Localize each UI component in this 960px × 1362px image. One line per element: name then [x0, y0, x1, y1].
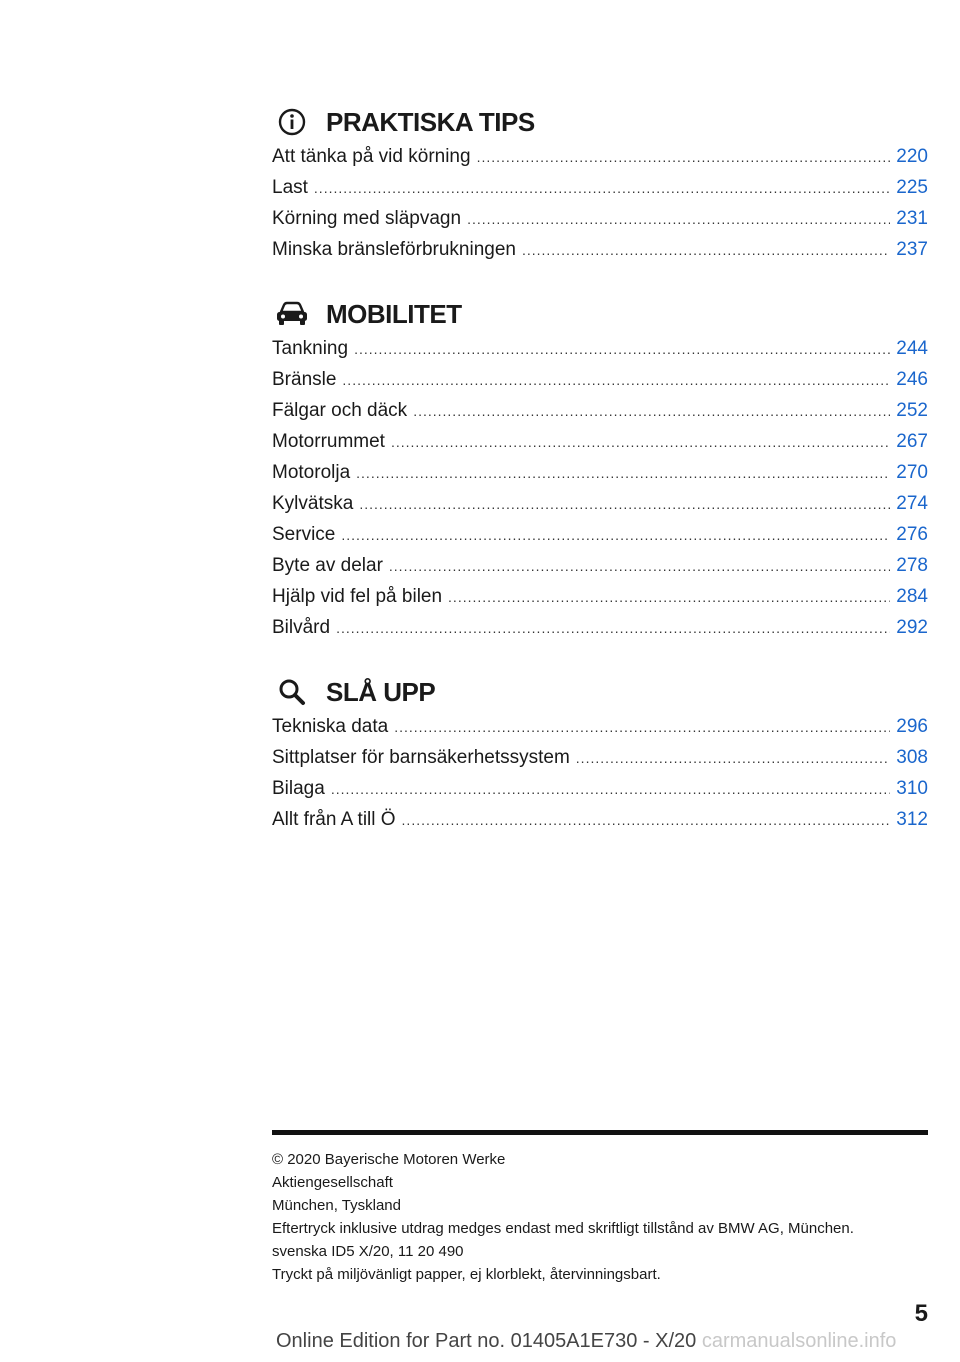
toc-entry[interactable]: [272, 617, 928, 648]
imprint: [272, 1148, 928, 1286]
toc-leader-dots: [314, 180, 890, 196]
imprint-line: Aktiengesellschaft: [272, 1174, 393, 1191]
section-title: PRAKTISKA TIPS: [326, 106, 535, 137]
toc-entry-label: Bilvård: [272, 617, 331, 638]
online-edition-footer: [276, 1330, 896, 1353]
toc-entry[interactable]: [272, 369, 928, 400]
toc-page-link[interactable]: 274: [896, 493, 928, 514]
section-title: SLÅ UPP: [326, 676, 436, 707]
toc-leader-dots: [354, 341, 890, 357]
toc-page-link[interactable]: 308: [896, 747, 928, 768]
toc-page-link[interactable]: 296: [896, 716, 928, 737]
table-of-contents: [272, 100, 928, 862]
toc-page-link[interactable]: 276: [896, 524, 928, 545]
watermark: carmanualsonline.info: [701, 1330, 897, 1352]
toc-page-link[interactable]: 310: [896, 778, 928, 799]
toc-page-link[interactable]: 244: [896, 338, 928, 359]
toc-entry-label: Motorrummet: [272, 431, 385, 452]
toc-entry-label: Hjälp vid fel på bilen: [272, 586, 443, 607]
section-sla-upp: [272, 670, 928, 840]
toc-page-link[interactable]: 231: [896, 208, 928, 229]
toc-entry-label: Byte av delar: [272, 555, 383, 576]
toc-leader-dots: [356, 465, 890, 481]
toc-leader-dots: [448, 589, 890, 605]
toc-leader-dots: [391, 434, 890, 450]
toc-leader-dots: [389, 558, 890, 574]
imprint-line: Eftertryck inklusive utdrag medges endast med skriftligt tillstånd av BMW AG, München.: [272, 1220, 854, 1237]
toc-entry[interactable]: [272, 208, 928, 239]
section-mobilitet: [272, 292, 928, 648]
toc-entry-label: Bränsle: [272, 369, 337, 390]
toc-entry[interactable]: [272, 493, 928, 524]
toc-leader-dots: [394, 719, 890, 735]
toc-entry[interactable]: [272, 146, 928, 177]
footer-divider: [272, 1130, 928, 1135]
section-header: [272, 292, 928, 336]
toc-page-link[interactable]: 237: [896, 239, 928, 260]
toc-leader-dots: [342, 372, 890, 388]
toc-entry-label: Sittplatser för barnsäkerhetssystem: [272, 747, 570, 768]
toc-entry-label: Att tänka på vid körning: [272, 146, 471, 167]
toc-leader-dots: [477, 149, 891, 165]
toc-leader-dots: [359, 496, 890, 512]
toc-page-link[interactable]: 278: [896, 555, 928, 576]
toc-entry[interactable]: [272, 555, 928, 586]
toc-page-link[interactable]: 225: [896, 177, 928, 198]
section-header: [272, 670, 928, 714]
section-title: MOBILITET: [326, 298, 462, 329]
imprint-line: © 2020 Bayerische Motoren Werke: [272, 1151, 506, 1168]
toc-entry[interactable]: [272, 400, 928, 431]
toc-entry-label: Last: [272, 177, 308, 198]
imprint-line: svenska ID5 X/20, 11 20 490: [272, 1243, 464, 1260]
toc-entry[interactable]: [272, 747, 928, 778]
section-praktiska-tips: [272, 100, 928, 270]
toc-entry-label: Tekniska data: [272, 716, 389, 737]
section-header: [272, 100, 928, 144]
toc-entry-label: Kylvätska: [272, 493, 354, 514]
toc-leader-dots: [331, 781, 890, 797]
toc-entry[interactable]: [272, 809, 928, 840]
imprint-line: München, Tyskland: [272, 1197, 401, 1214]
toc-entry-label: Motorolja: [272, 462, 351, 483]
search-icon: [272, 672, 312, 712]
toc-entry-label: Minska bränsleförbrukningen: [272, 239, 516, 260]
info-icon: [272, 102, 312, 142]
online-edition-text: Online Edition for Part no. 01405A1E730 - X/20: [276, 1330, 697, 1352]
toc-entry-label: Service: [272, 524, 336, 545]
toc-entry[interactable]: [272, 431, 928, 462]
toc-entry[interactable]: [272, 716, 928, 747]
toc-leader-dots: [336, 620, 890, 636]
toc-page-link[interactable]: 292: [896, 617, 928, 638]
toc-entry-label: Bilaga: [272, 778, 325, 799]
toc-entry[interactable]: [272, 177, 928, 208]
toc-entry[interactable]: [272, 524, 928, 555]
toc-leader-dots: [576, 750, 891, 766]
toc-entry[interactable]: [272, 239, 928, 270]
toc-leader-dots: [522, 242, 890, 258]
car-icon: [272, 294, 312, 334]
toc-entry-label: Körning med släpvagn: [272, 208, 462, 229]
toc-page-link[interactable]: 312: [896, 809, 928, 830]
page-number: 5: [914, 1300, 928, 1327]
toc-entry-label: Tankning: [272, 338, 349, 359]
toc-leader-dots: [467, 211, 890, 227]
toc-page-link[interactable]: 270: [896, 462, 928, 483]
toc-leader-dots: [341, 527, 890, 543]
toc-page-link[interactable]: 284: [896, 586, 928, 607]
toc-entry-label: Allt från A till Ö: [272, 809, 396, 830]
toc-entry[interactable]: [272, 338, 928, 369]
toc-leader-dots: [413, 403, 890, 419]
toc-page-link[interactable]: 267: [896, 431, 928, 452]
toc-page-link[interactable]: 220: [896, 146, 928, 167]
imprint-line: Tryckt på miljövänligt papper, ej klorblekt, återvinningsbart.: [272, 1266, 661, 1283]
toc-page-link[interactable]: 246: [896, 369, 928, 390]
toc-entry[interactable]: [272, 778, 928, 809]
toc-page-link[interactable]: 252: [896, 400, 928, 421]
toc-entry-label: Fälgar och däck: [272, 400, 408, 421]
toc-entry[interactable]: [272, 586, 928, 617]
toc-leader-dots: [402, 812, 891, 828]
toc-entry[interactable]: [272, 462, 928, 493]
